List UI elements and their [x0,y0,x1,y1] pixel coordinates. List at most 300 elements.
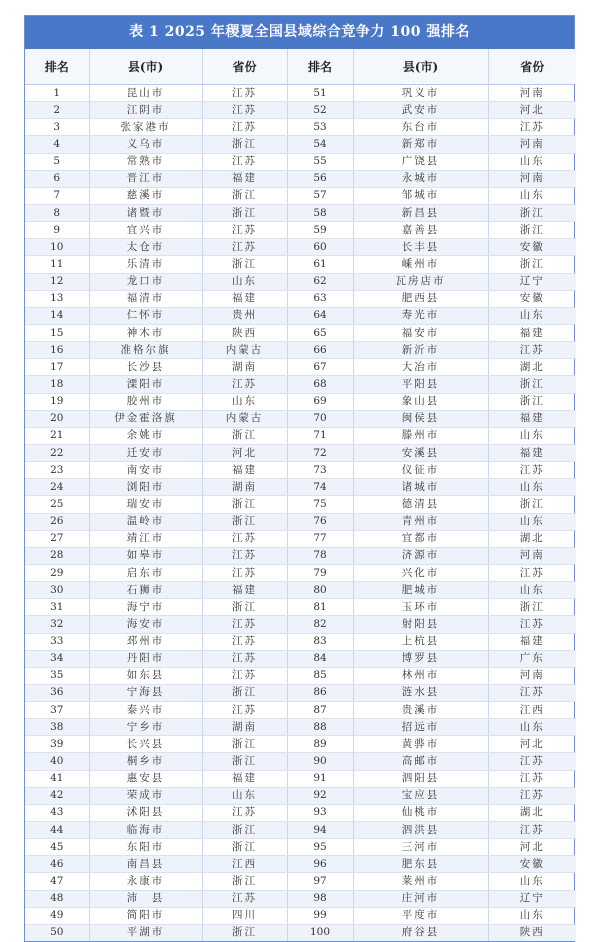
cell-county-left: 长兴县 [89,736,202,753]
cell-county-left: 瑞安市 [89,496,202,513]
cell-county-left: 乐清市 [89,256,202,273]
cell-province-left: 江苏 [202,890,287,907]
cell-province-right: 江苏 [488,787,576,804]
table-row [25,479,576,496]
cell-province-left: 福建 [202,462,287,479]
cell-rank-right: 65 [287,324,353,341]
cell-province-left: 江苏 [202,702,287,719]
cell-rank-left: 49 [25,907,89,924]
cell-county-left: 常熟市 [89,153,202,170]
table-row [25,462,576,479]
cell-rank-left: 19 [25,393,89,410]
cell-county-right: 济源市 [353,547,488,564]
cell-county-right: 新昌县 [353,204,488,221]
cell-county-right: 邹城市 [353,187,488,204]
cell-rank-left: 23 [25,462,89,479]
cell-province-right: 安徽 [488,239,576,256]
cell-rank-right: 78 [287,547,353,564]
cell-county-left: 昆山市 [89,85,202,102]
cell-province-right: 陕西 [488,924,576,941]
cell-province-left: 山东 [202,787,287,804]
cell-county-left: 启东市 [89,564,202,581]
cell-province-left: 浙江 [202,599,287,616]
table-row [25,496,576,513]
cell-province-right: 福建 [488,410,576,427]
cell-rank-left: 26 [25,513,89,530]
cell-province-left: 湖南 [202,719,287,736]
cell-rank-left: 25 [25,496,89,513]
cell-county-right: 肥西县 [353,290,488,307]
cell-county-left: 如东县 [89,667,202,684]
table-row [25,530,576,547]
cell-county-left: 沭阳县 [89,804,202,821]
cell-county-left: 靖江市 [89,530,202,547]
cell-county-left: 张家港市 [89,119,202,136]
cell-rank-right: 88 [287,719,353,736]
cell-county-right: 肥东县 [353,856,488,873]
table-row [25,650,576,667]
cell-county-left: 义乌市 [89,136,202,153]
cell-rank-right: 92 [287,787,353,804]
cell-rank-right: 57 [287,187,353,204]
cell-county-left: 晋江市 [89,170,202,187]
cell-province-left: 陕西 [202,324,287,341]
cell-province-left: 江苏 [202,239,287,256]
table-row [25,85,576,102]
cell-rank-left: 16 [25,342,89,359]
cell-rank-right: 94 [287,822,353,839]
cell-rank-left: 22 [25,444,89,461]
cell-province-right: 江苏 [488,616,576,633]
cell-county-right: 长丰县 [353,239,488,256]
cell-county-right: 闽侯县 [353,410,488,427]
cell-rank-right: 55 [287,153,353,170]
cell-county-left: 宁乡市 [89,719,202,736]
cell-county-right: 博罗县 [353,650,488,667]
cell-rank-right: 82 [287,616,353,633]
cell-rank-right: 71 [287,427,353,444]
cell-province-right: 山东 [488,582,576,599]
cell-county-left: 神木市 [89,324,202,341]
cell-province-left: 江苏 [202,119,287,136]
cell-rank-left: 11 [25,256,89,273]
cell-county-right: 黄骅市 [353,736,488,753]
cell-province-right: 江苏 [488,684,576,701]
cell-rank-right: 83 [287,633,353,650]
cell-rank-left: 27 [25,530,89,547]
cell-province-left: 四川 [202,907,287,924]
cell-province-left: 浙江 [202,736,287,753]
cell-rank-right: 91 [287,770,353,787]
cell-rank-right: 53 [287,119,353,136]
cell-county-right: 福安市 [353,324,488,341]
cell-county-right: 招远市 [353,719,488,736]
cell-rank-left: 7 [25,187,89,204]
table-row [25,513,576,530]
cell-province-right: 安徽 [488,290,576,307]
table-row [25,787,576,804]
cell-county-left: 永康市 [89,873,202,890]
cell-province-right: 江苏 [488,822,576,839]
cell-county-left: 伊金霍洛旗 [89,410,202,427]
table-row [25,582,576,599]
cell-rank-left: 46 [25,856,89,873]
cell-county-right: 瓦房店市 [353,273,488,290]
header-county-left: 县(市) [89,49,202,85]
cell-province-left: 浙江 [202,204,287,221]
cell-province-left: 江苏 [202,547,287,564]
cell-rank-left: 37 [25,702,89,719]
table-row [25,393,576,410]
cell-rank-right: 79 [287,564,353,581]
cell-rank-right: 52 [287,102,353,119]
cell-rank-right: 80 [287,582,353,599]
cell-rank-left: 33 [25,633,89,650]
cell-county-right: 新沂市 [353,342,488,359]
cell-rank-right: 96 [287,856,353,873]
cell-county-right: 平度市 [353,907,488,924]
cell-province-right: 山东 [488,513,576,530]
cell-rank-left: 2 [25,102,89,119]
cell-rank-left: 21 [25,427,89,444]
cell-province-left: 江苏 [202,222,287,239]
cell-province-right: 江西 [488,702,576,719]
table-row [25,907,576,924]
cell-rank-right: 100 [287,924,353,941]
cell-rank-right: 61 [287,256,353,273]
cell-county-left: 太仓市 [89,239,202,256]
cell-county-right: 上杭县 [353,633,488,650]
cell-rank-left: 48 [25,890,89,907]
cell-county-right: 宝应县 [353,787,488,804]
cell-rank-right: 62 [287,273,353,290]
cell-county-right: 莱州市 [353,873,488,890]
cell-province-right: 福建 [488,324,576,341]
cell-province-left: 浙江 [202,822,287,839]
cell-rank-left: 34 [25,650,89,667]
cell-county-left: 荣成市 [89,787,202,804]
cell-province-left: 江苏 [202,667,287,684]
cell-rank-left: 3 [25,119,89,136]
cell-province-left: 河北 [202,444,287,461]
cell-province-right: 浙江 [488,376,576,393]
table-row [25,256,576,273]
cell-province-right: 江苏 [488,342,576,359]
cell-rank-left: 8 [25,204,89,221]
cell-county-right: 滕州市 [353,427,488,444]
cell-province-left: 浙江 [202,256,287,273]
cell-county-right: 庄河市 [353,890,488,907]
cell-province-right: 安徽 [488,856,576,873]
header-county-right: 县(市) [353,49,488,85]
cell-province-right: 辽宁 [488,273,576,290]
table-row [25,410,576,427]
cell-province-right: 辽宁 [488,890,576,907]
table-row [25,187,576,204]
table-row [25,547,576,564]
cell-rank-left: 38 [25,719,89,736]
cell-province-right: 河北 [488,102,576,119]
cell-province-right: 浙江 [488,204,576,221]
table-title: 表 1 2025 年稷夏全国县域综合竞争力 100 强排名 [25,16,574,49]
cell-rank-right: 72 [287,444,353,461]
header-rank-left: 排名 [25,49,89,85]
cell-county-right: 涟水县 [353,684,488,701]
cell-county-right: 泗洪县 [353,822,488,839]
cell-rank-right: 54 [287,136,353,153]
cell-province-right: 湖北 [488,804,576,821]
cell-province-right: 江苏 [488,770,576,787]
cell-rank-left: 6 [25,170,89,187]
cell-rank-right: 73 [287,462,353,479]
cell-province-left: 江苏 [202,650,287,667]
header-row [25,49,576,85]
cell-rank-left: 30 [25,582,89,599]
cell-rank-right: 84 [287,650,353,667]
table-row [25,633,576,650]
cell-province-right: 山东 [488,187,576,204]
cell-rank-right: 99 [287,907,353,924]
cell-county-left: 石狮市 [89,582,202,599]
cell-rank-right: 66 [287,342,353,359]
cell-county-right: 永城市 [353,170,488,187]
table-row [25,324,576,341]
cell-county-right: 宜都市 [353,530,488,547]
header-province-right: 省份 [488,49,576,85]
table-row [25,804,576,821]
cell-county-right: 仙桃市 [353,804,488,821]
cell-province-right: 河南 [488,667,576,684]
cell-rank-right: 77 [287,530,353,547]
cell-rank-left: 4 [25,136,89,153]
table-row [25,444,576,461]
cell-rank-right: 67 [287,359,353,376]
cell-province-right: 山东 [488,153,576,170]
cell-rank-right: 68 [287,376,353,393]
cell-province-right: 河南 [488,547,576,564]
cell-rank-right: 59 [287,222,353,239]
cell-province-left: 浙江 [202,924,287,941]
cell-county-left: 温岭市 [89,513,202,530]
cell-county-right: 德清县 [353,496,488,513]
cell-county-left: 桐乡市 [89,753,202,770]
cell-rank-left: 40 [25,753,89,770]
table-row [25,753,576,770]
cell-county-right: 武安市 [353,102,488,119]
cell-rank-left: 31 [25,599,89,616]
cell-province-right: 山东 [488,427,576,444]
cell-county-left: 龙口市 [89,273,202,290]
cell-rank-left: 20 [25,410,89,427]
cell-county-right: 寿光市 [353,307,488,324]
cell-county-right: 玉环市 [353,599,488,616]
cell-rank-right: 64 [287,307,353,324]
cell-county-left: 泰兴市 [89,702,202,719]
cell-rank-right: 69 [287,393,353,410]
table-row [25,170,576,187]
cell-rank-right: 76 [287,513,353,530]
cell-province-left: 江苏 [202,102,287,119]
table-row [25,290,576,307]
cell-county-left: 迁安市 [89,444,202,461]
cell-county-left: 南昌县 [89,856,202,873]
cell-rank-right: 86 [287,684,353,701]
cell-province-right: 河北 [488,736,576,753]
cell-county-left: 仁怀市 [89,307,202,324]
cell-rank-left: 44 [25,822,89,839]
cell-rank-right: 58 [287,204,353,221]
table-row [25,239,576,256]
cell-province-left: 福建 [202,770,287,787]
table-row [25,616,576,633]
cell-province-left: 江苏 [202,85,287,102]
cell-province-left: 江苏 [202,530,287,547]
cell-province-right: 浙江 [488,256,576,273]
cell-county-left: 沛 县 [89,890,202,907]
cell-province-left: 贵州 [202,307,287,324]
cell-province-right: 浙江 [488,393,576,410]
ranking-table-container [24,15,575,942]
cell-rank-right: 75 [287,496,353,513]
cell-rank-left: 5 [25,153,89,170]
cell-county-left: 临海市 [89,822,202,839]
cell-rank-left: 35 [25,667,89,684]
cell-county-left: 丹阳市 [89,650,202,667]
cell-rank-right: 81 [287,599,353,616]
table-row [25,702,576,719]
header-province-left: 省份 [202,49,287,85]
table-row [25,119,576,136]
cell-rank-right: 87 [287,702,353,719]
cell-province-left: 福建 [202,582,287,599]
cell-province-right: 浙江 [488,599,576,616]
cell-province-left: 福建 [202,170,287,187]
cell-province-left: 江西 [202,856,287,873]
cell-county-left: 惠安县 [89,770,202,787]
cell-rank-left: 42 [25,787,89,804]
cell-province-left: 江苏 [202,804,287,821]
cell-county-right: 高邮市 [353,753,488,770]
table-row [25,667,576,684]
table-row [25,770,576,787]
cell-rank-right: 74 [287,479,353,496]
cell-province-right: 山东 [488,907,576,924]
cell-province-right: 山东 [488,873,576,890]
table-row [25,376,576,393]
table-row [25,736,576,753]
cell-province-right: 湖北 [488,530,576,547]
cell-rank-left: 28 [25,547,89,564]
cell-rank-right: 70 [287,410,353,427]
cell-rank-right: 93 [287,804,353,821]
cell-county-right: 象山县 [353,393,488,410]
table-row [25,924,576,941]
cell-rank-left: 45 [25,839,89,856]
cell-rank-right: 60 [287,239,353,256]
table-row [25,153,576,170]
table-row [25,890,576,907]
cell-rank-left: 39 [25,736,89,753]
cell-county-left: 长沙县 [89,359,202,376]
table-row [25,102,576,119]
table-row [25,307,576,324]
cell-province-left: 浙江 [202,427,287,444]
cell-rank-left: 12 [25,273,89,290]
table-row [25,599,576,616]
cell-province-left: 浙江 [202,136,287,153]
cell-county-left: 如皋市 [89,547,202,564]
cell-rank-left: 14 [25,307,89,324]
cell-rank-right: 56 [287,170,353,187]
cell-county-right: 仪征市 [353,462,488,479]
cell-province-right: 江苏 [488,462,576,479]
table-body [25,85,576,942]
cell-county-right: 安溪县 [353,444,488,461]
cell-province-right: 江苏 [488,564,576,581]
cell-province-left: 浙江 [202,684,287,701]
cell-province-left: 浙江 [202,187,287,204]
cell-rank-left: 15 [25,324,89,341]
table-row [25,719,576,736]
cell-county-left: 邳州市 [89,633,202,650]
cell-rank-left: 41 [25,770,89,787]
cell-province-right: 广东 [488,650,576,667]
cell-rank-right: 97 [287,873,353,890]
cell-rank-right: 98 [287,890,353,907]
cell-province-left: 湖南 [202,359,287,376]
cell-province-left: 浙江 [202,753,287,770]
table-row [25,359,576,376]
table-row [25,342,576,359]
table-row [25,204,576,221]
table-row [25,873,576,890]
cell-county-left: 胶州市 [89,393,202,410]
cell-province-left: 福建 [202,290,287,307]
cell-province-right: 山东 [488,719,576,736]
cell-county-right: 平阳县 [353,376,488,393]
header-rank-right: 排名 [287,49,353,85]
table-row [25,273,576,290]
cell-county-right: 巩义市 [353,85,488,102]
cell-county-right: 林州市 [353,667,488,684]
cell-province-left: 江苏 [202,564,287,581]
cell-county-left: 海宁市 [89,599,202,616]
cell-county-left: 南安市 [89,462,202,479]
cell-county-left: 江阴市 [89,102,202,119]
cell-province-left: 浙江 [202,839,287,856]
cell-rank-left: 43 [25,804,89,821]
cell-province-left: 浙江 [202,496,287,513]
cell-county-right: 泗阳县 [353,770,488,787]
cell-county-left: 海安市 [89,616,202,633]
cell-county-right: 青州市 [353,513,488,530]
cell-rank-left: 47 [25,873,89,890]
cell-province-left: 江苏 [202,376,287,393]
cell-province-right: 河南 [488,136,576,153]
cell-county-left: 宜兴市 [89,222,202,239]
cell-county-left: 准格尔旗 [89,342,202,359]
cell-rank-left: 1 [25,85,89,102]
cell-province-right: 福建 [488,444,576,461]
cell-county-right: 贵溪市 [353,702,488,719]
cell-county-right: 嘉善县 [353,222,488,239]
cell-county-right: 射阳县 [353,616,488,633]
cell-province-right: 湖北 [488,359,576,376]
cell-county-right: 三河市 [353,839,488,856]
cell-rank-left: 24 [25,479,89,496]
cell-province-left: 江苏 [202,616,287,633]
cell-rank-right: 85 [287,667,353,684]
